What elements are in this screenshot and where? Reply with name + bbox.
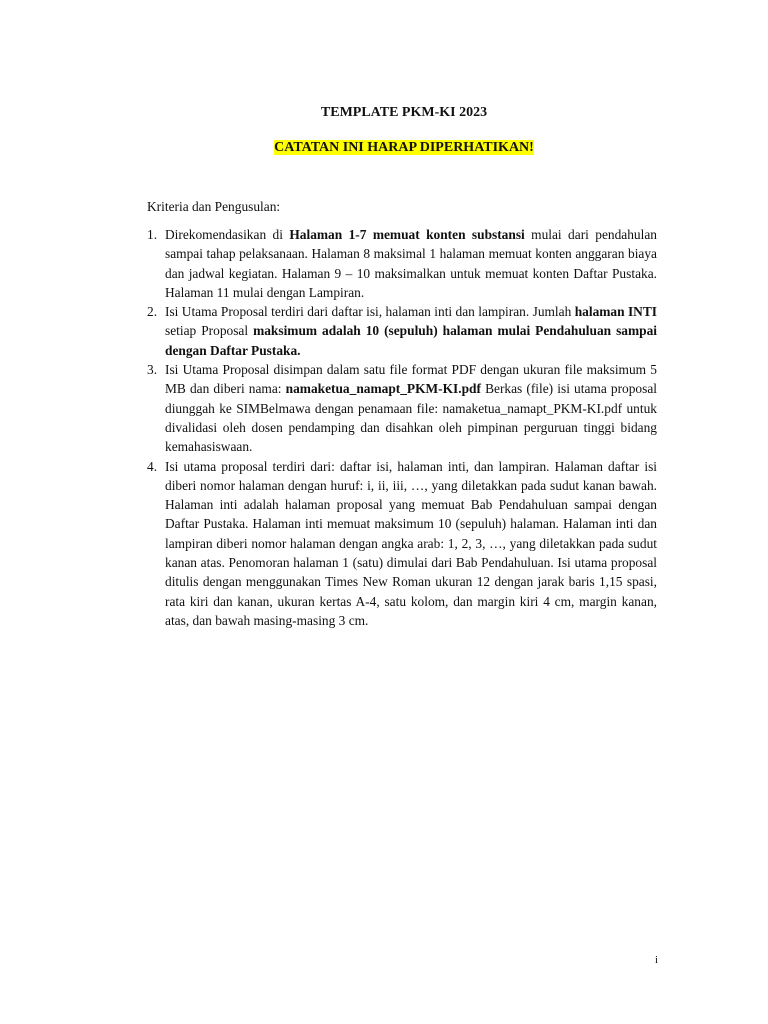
criteria-list bbox=[147, 225, 657, 630]
list-item bbox=[147, 225, 657, 302]
list-item-number: 1. bbox=[147, 227, 158, 242]
notice-text: CATATAN INI HARAP DIPERHATIKAN! bbox=[274, 140, 534, 155]
list-item bbox=[147, 457, 657, 631]
list-item bbox=[147, 302, 657, 360]
list-item-text: setiap Proposal bbox=[165, 323, 254, 339]
list-item-text: Isi utama proposal terdiri dari: daftar isi, halaman inti, dan lampiran. Halaman daftar isi diberi nomor halaman dengan huruf: i, ii, iii, …, yang diletakkan pada sudut kanan bawah. Halaman inti adalah halaman proposal yang memuat Bab Pendahuluan sampai dengan Daftar Pustaka. Halaman inti memuat maksimum 10 (sepuluh) halaman. Halaman inti dan lampiran diberi nomor halaman dengan angka arab: 1, 2, 3, …, yang diletakkan pada sudut kanan atas. Penomoran halaman 1 (satu) dimulai dari Bab Pendahuluan. Isi utama proposal ditulis dengan menggunakan Times New Roman ukuran 12 dengan jarak baris 1,15 spasi, rata kiri dan kanan, ukuran kertas A-4, satu kolom, dan margin kiri 4 cm, margin kanan, atas, dan bawah masing-masing 3 cm. bbox=[165, 458, 657, 628]
list-item-bold-text: Halaman 1-7 memuat konten substansi bbox=[289, 227, 525, 242]
list-item-text: Direkomendasikan di bbox=[165, 227, 290, 242]
list-item bbox=[147, 360, 657, 456]
notice-banner bbox=[0, 138, 768, 158]
list-item-text: Isi Utama Proposal disimpan dalam satu file format PDF dengan ukuran file maksimum 5 MB dan diberi nama: bbox=[165, 362, 657, 397]
list-item-bold-text: maksimum adalah 10 (sepuluh) halaman mulai Pendahuluan sampai dengan Daftar Pustaka. bbox=[165, 323, 657, 358]
list-item-number: 3. bbox=[147, 362, 158, 378]
document-title: TEMPLATE PKM-KI 2023 bbox=[320, 105, 488, 120]
list-item-number: 4. bbox=[147, 458, 158, 474]
list-item-text: mulai dari pendahulan sampai tahap pelaksanaan. Halaman 8 maksimal 1 halaman memuat konten anggaran biaya dan jadwal kegiatan. Halaman 9 – 10 maksimalkan untuk memuat konten Daftar Pustaka. Halaman 11 mulai dengan Lampiran. bbox=[165, 227, 657, 300]
list-item-bold-text: halaman INTI bbox=[574, 304, 657, 320]
list-item-text: Berkas (file) isi utama proposal diunggah ke SIMBelmawa dengan penamaan file: namaketua_namapt_PKM-KI.pdf untuk divalidasi oleh dosen pendamping dan disahkan oleh pimpinan perguruan tinggi bidang kemahasiswaan. bbox=[165, 381, 658, 455]
section-heading: Kriteria dan Pengusulan: bbox=[147, 199, 281, 214]
list-item-text: Isi Utama Proposal terdiri dari daftar isi, halaman inti dan lampiran. Jumlah bbox=[165, 304, 575, 320]
list-item-number: 2. bbox=[147, 304, 158, 320]
page-number: i bbox=[654, 954, 658, 966]
list-item-bold-text: namaketua_namapt_PKM-KI.pdf bbox=[285, 381, 481, 397]
